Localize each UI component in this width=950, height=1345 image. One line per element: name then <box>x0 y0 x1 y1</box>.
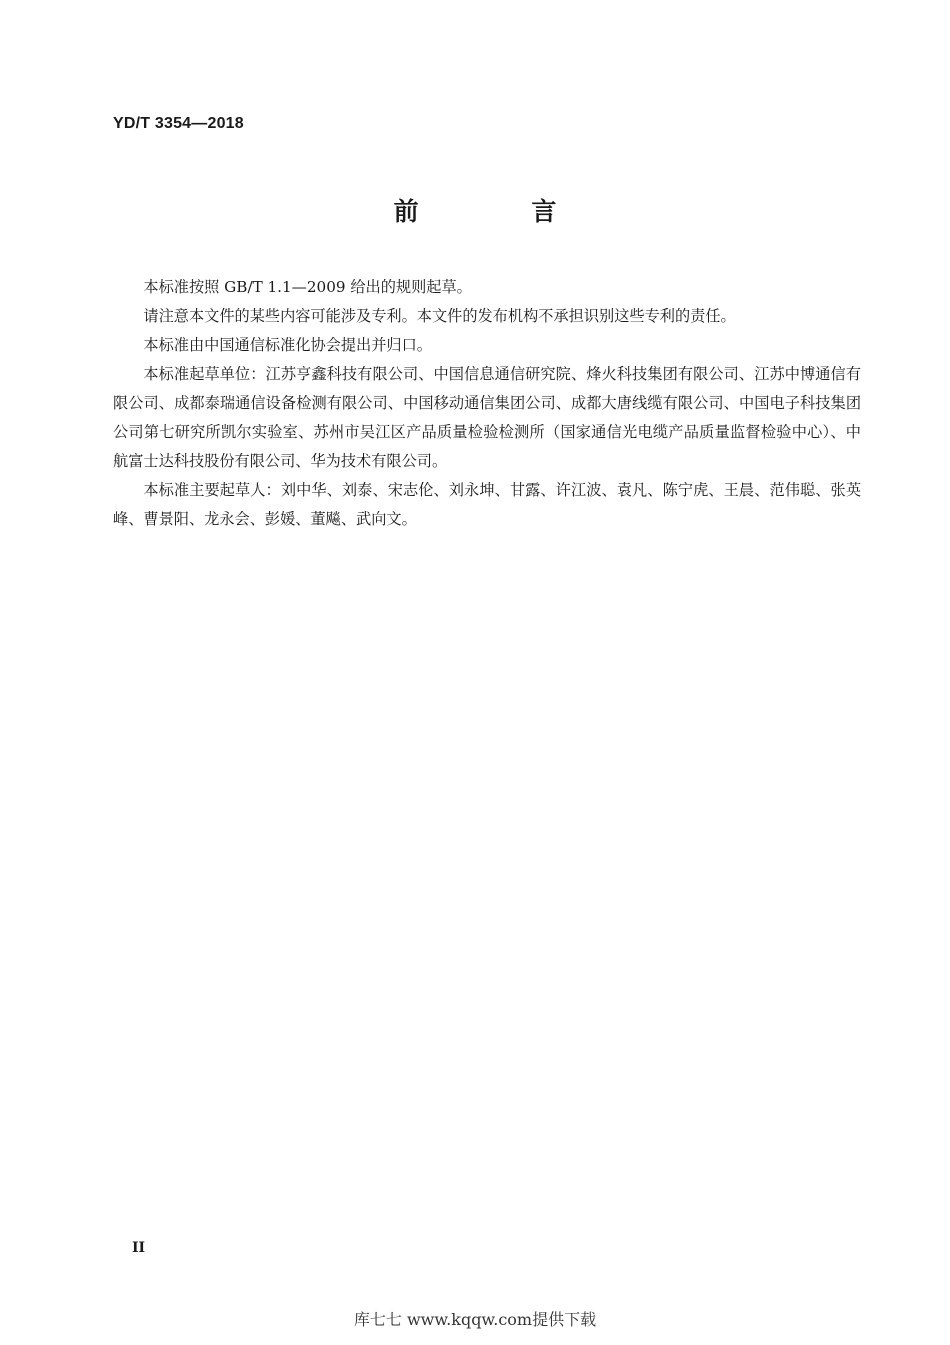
paragraph-drafters: 本标准主要起草人：刘中华、刘泰、宋志伦、刘永坤、甘露、许江波、袁凡、陈宁虎、王晨、范伟聪、张英峰、曹景阳、龙永会、彭媛、董飚、武向文。 <box>113 481 861 528</box>
page-number: II <box>132 1240 146 1256</box>
standard-code: YD/T 3354—2018 <box>113 115 244 132</box>
foreword-body <box>113 273 861 534</box>
page-title: 前 言 <box>393 197 609 226</box>
paragraph-drafting-units: 本标准起草单位：江苏亨鑫科技有限公司、中国信息通信研究院、烽火科技集团有限公司、江苏中博通信有限公司、成都泰瑞通信设备检测有限公司、中国移动通信集团公司、成都大唐线缆有限公司、中国电子科技集团公司第七研究所凯尔实验室、苏州市吴江区产品质量检验检测所（国家通信光电缆产品质量监督检验中心）、中航富士达科技股份有限公司、华为技术有限公司。 <box>113 365 861 470</box>
paragraph-drafting-rules: 本标准按照 GB/T 1.1—2009 给出的规则起草。 <box>143 278 472 296</box>
paragraph-patent-notice: 请注意本文件的某些内容可能涉及专利。本文件的发布机构不承担识别这些专利的责任。 <box>143 307 736 325</box>
footer-watermark: 库七七 www.kqqw.com提供下载 <box>353 1310 597 1329</box>
paragraph-proposer: 本标准由中国通信标准化协会提出并归口。 <box>143 336 432 354</box>
